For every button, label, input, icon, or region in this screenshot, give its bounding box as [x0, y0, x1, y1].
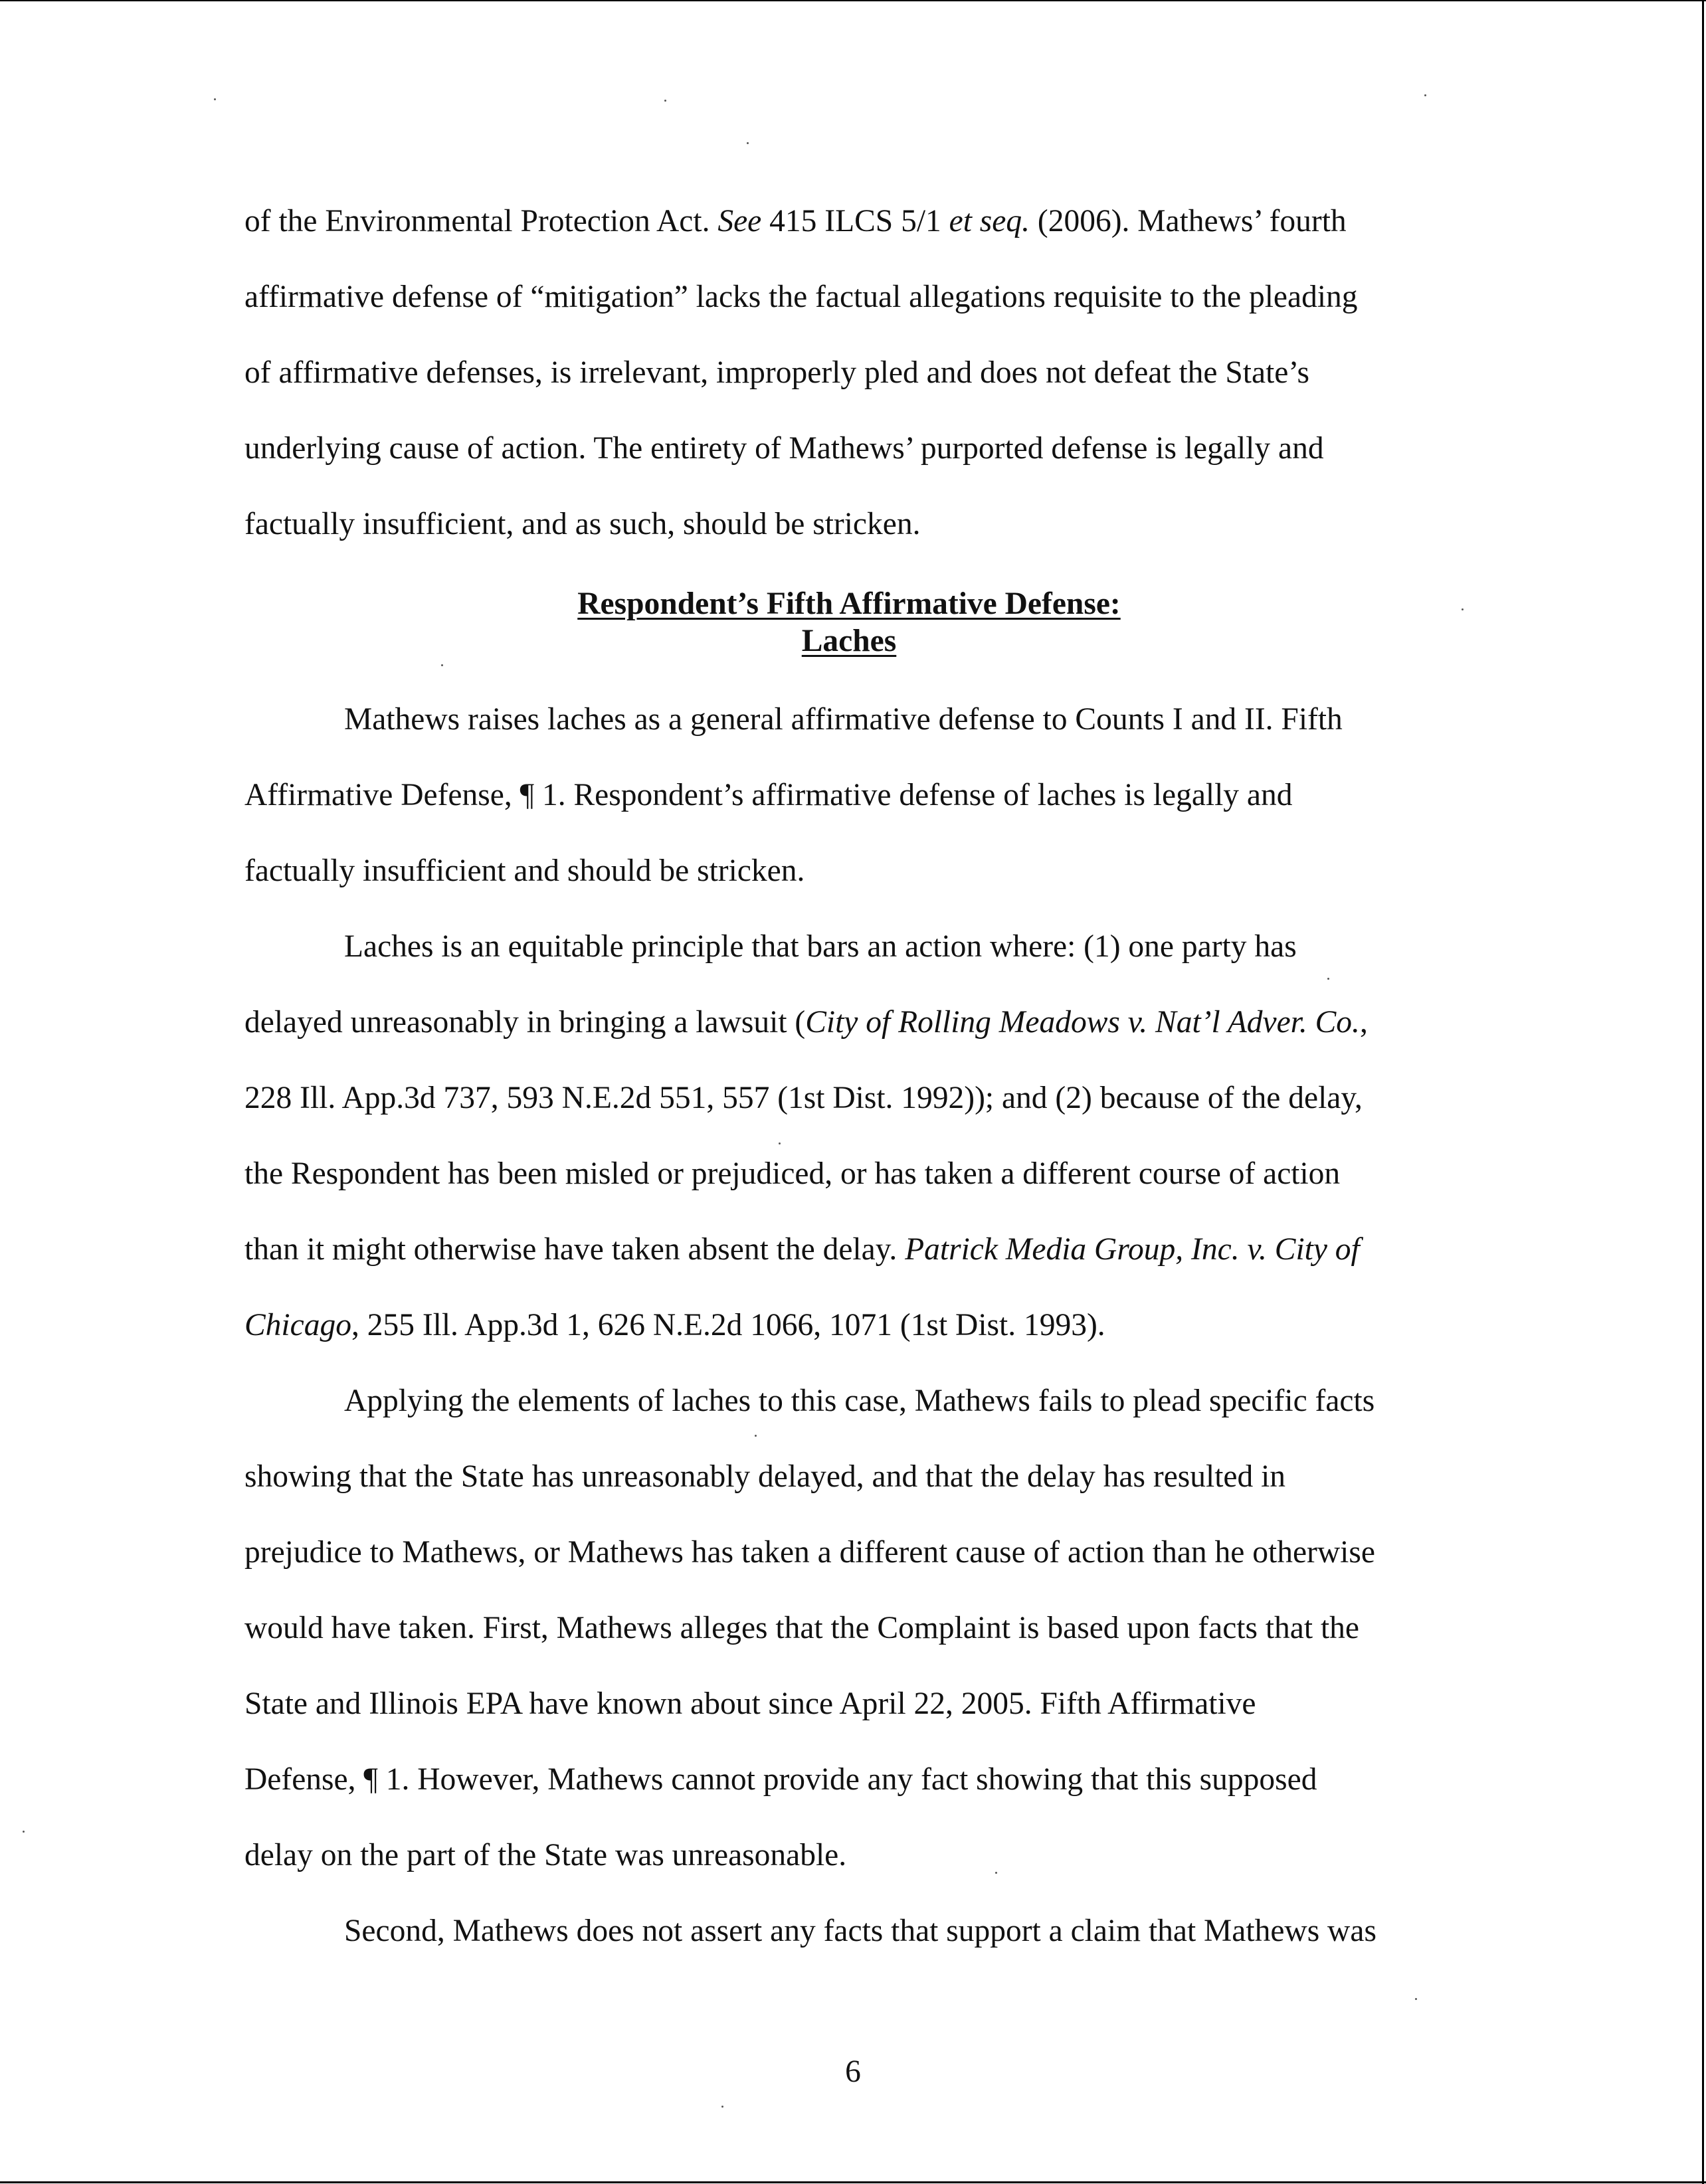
text-line: Mathews raises laches as a general affirmative defense to Counts I and II. Fifth: [344, 702, 1343, 737]
scan-speck: [1462, 608, 1464, 610]
text-line: [244, 1310, 1105, 1342]
text-line: underlying cause of action. The entirety of Mathews’ purported defense is legally and: [244, 431, 1324, 466]
case-citation: Patrick Media Group, Inc. v. City of: [905, 1232, 1360, 1267]
text-line: would have taken. First, Mathews alleges that the Complaint is based upon facts that the: [244, 1611, 1359, 1645]
text-span: of the Environmental Protection Act.: [244, 204, 718, 238]
scan-speck: [721, 2106, 723, 2108]
text-line: factually insufficient and should be stricken.: [244, 854, 805, 888]
text-line: [244, 1007, 1368, 1039]
text-line: factually insufficient, and as such, should be stricken.: [244, 507, 921, 541]
scan-speck: [664, 100, 666, 102]
text-line: [244, 1234, 1360, 1266]
section-heading-line-2: Laches: [801, 624, 897, 658]
text-line: State and Illinois EPA have known about since April 22, 2005. Fifth Affirmative: [244, 1686, 1256, 1721]
text-line: Second, Mathews does not assert any facts that support a claim that Mathews was: [344, 1914, 1376, 1948]
text-line: affirmative defense of “mitigation” lacks the factual allegations requisite to the pleading: [244, 280, 1358, 314]
right-border-line: [1702, 0, 1704, 2184]
scan-speck: [1424, 94, 1426, 96]
case-citation: Chicago: [244, 1308, 351, 1342]
text-line: Affirmative Defense, ¶ 1. Respondent’s affirmative defense of laches is legally and: [244, 778, 1293, 812]
case-citation: City of Rolling Meadows v. Nat’l Adver. Co.: [805, 1005, 1360, 1040]
text-span: , 255 Ill. App.3d 1, 626 N.E.2d 1066, 1071 (1st Dist. 1993).: [351, 1308, 1105, 1342]
scan-speck: [995, 1872, 997, 1874]
text-line: Defense, ¶ 1. However, Mathews cannot provide any fact showing that this supposed: [244, 1762, 1317, 1797]
text-span: 415 ILCS 5/1: [761, 204, 949, 238]
text-line: of affirmative defenses, is irrelevant, improperly pled and does not defeat the State’s: [244, 355, 1310, 390]
scan-speck: [747, 142, 749, 144]
scan-speck: [23, 1831, 25, 1833]
text-span: ,: [1359, 1005, 1368, 1040]
text-span: (2006). Mathews’ fourth: [1030, 204, 1347, 238]
citation-signal: et seq.: [949, 204, 1030, 238]
scan-speck: [1327, 978, 1329, 980]
text-line: delay on the part of the State was unreasonable.: [244, 1838, 847, 1872]
scan-speck: [1415, 1998, 1417, 2000]
scan-speck: [755, 1435, 757, 1437]
scan-speck: [214, 98, 216, 100]
bottom-border-line: [0, 2181, 1706, 2183]
page-number: 6: [845, 2054, 861, 2089]
text-span: delayed unreasonably in bringing a lawsuit (: [244, 1005, 806, 1040]
text-line: Applying the elements of laches to this case, Mathews fails to plead specific facts: [344, 1384, 1375, 1418]
text-span: than it might otherwise have taken absent the delay.: [244, 1232, 905, 1267]
scan-speck: [779, 1142, 781, 1144]
top-border-line: [0, 0, 1706, 1]
section-heading-line-1: Respondent’s Fifth Affirmative Defense:: [577, 587, 1121, 621]
text-line: [244, 206, 1347, 238]
text-line: showing that the State has unreasonably delayed, and that the delay has resulted in: [244, 1459, 1286, 1494]
text-line: 228 Ill. App.3d 737, 593 N.E.2d 551, 557 (1st Dist. 1992)); and (2) because of the delay,: [244, 1081, 1363, 1115]
text-line: Laches is an equitable principle that bars an action where: (1) one party has: [344, 929, 1297, 964]
scan-speck: [441, 664, 443, 666]
text-line: the Respondent has been misled or prejudiced, or has taken a different course of action: [244, 1156, 1341, 1191]
citation-signal: See: [717, 204, 762, 238]
text-line: prejudice to Mathews, or Mathews has taken a different cause of action than he otherwise: [244, 1535, 1375, 1570]
